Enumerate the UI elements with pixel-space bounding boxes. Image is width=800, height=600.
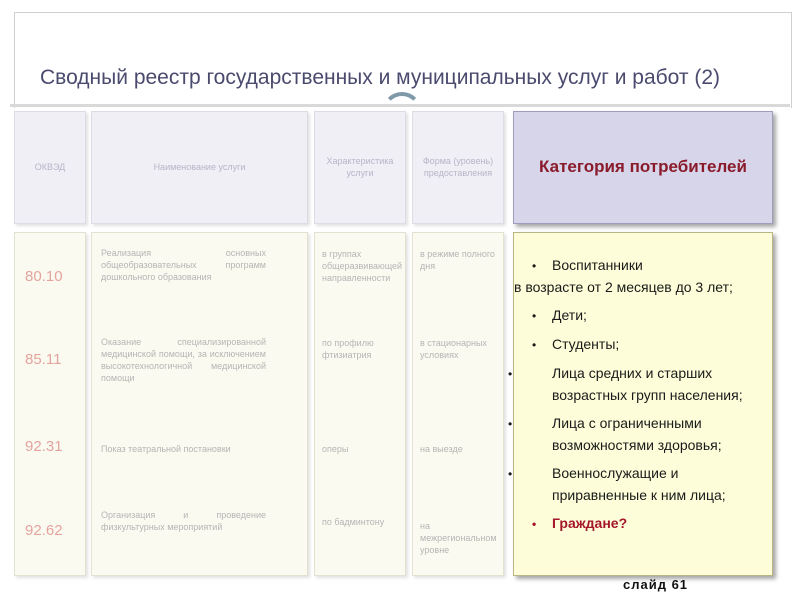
form-cell: на межрегиональном уровне [420, 521, 497, 556]
bullet-icon: • [532, 338, 537, 352]
form-cell: в стационарных условиях [420, 338, 487, 361]
service-name-cell: Организация и проведение физкультурных мероприятий [101, 510, 266, 533]
form-cell: в режиме полного дня [420, 249, 495, 272]
bullet-icon: • [532, 259, 537, 273]
characteristic-cell: оперы [322, 444, 349, 454]
code-cell: 92.62 [25, 522, 63, 539]
form-cell: на выезде [420, 444, 463, 454]
category-item: • Военнослужащие и приравненные к ним лица; [508, 465, 726, 503]
category-list-box [508, 232, 773, 576]
service-name-cell: Оказание специализированной медицинской помощи, за исключением высокотехнологичной медицинской помощи [101, 337, 266, 384]
header-form: Форма (уровень) предоставления [412, 111, 504, 224]
category-item: • Лица средних и старших возрастных групп населения; [508, 365, 743, 403]
service-name-cell: Реализация основных общеобразовательных программ дошкольного образования [101, 248, 266, 283]
category-item: • Студенты; [528, 334, 762, 356]
bullet-icon: • [508, 417, 513, 431]
service-name-cell: Показ театральной постановки [101, 444, 231, 454]
header-service-name: Наименование услуги [91, 111, 308, 224]
bullet-icon: • [532, 309, 537, 323]
header-okved: ОКВЭД [14, 111, 86, 224]
slide-number: слайд 61 [623, 577, 689, 592]
header-category: Категория потребителей [513, 111, 773, 224]
slide-title: Сводный реестр государственных и муниципальных услуг и работ (2) [40, 66, 721, 89]
bullet-icon: • [532, 517, 537, 531]
characteristic-cell: в группах общеразвивающей направленности [322, 249, 403, 284]
bullet-icon: • [508, 367, 513, 381]
bullet-icon: • [508, 467, 513, 481]
category-item: • Лица с ограниченными возможностями здоровья; [508, 415, 722, 453]
characteristic-cell: по бадминтону [322, 517, 385, 527]
code-cell: 85.11 [25, 351, 62, 368]
category-item: • Воспитанники [528, 255, 762, 277]
category-item-emphasized: • Граждане? [528, 513, 762, 535]
code-cell: 80.10 [25, 268, 63, 285]
category-item-continuation: в возрасте от 2 месяцев до 3 лет; [514, 279, 733, 295]
code-cell: 92.31 [25, 438, 63, 455]
characteristic-cell: по профилю фтизиатрия [322, 338, 374, 361]
category-item: • Дети; [528, 305, 762, 327]
header-characteristics: Характеристика услуги [314, 111, 406, 224]
